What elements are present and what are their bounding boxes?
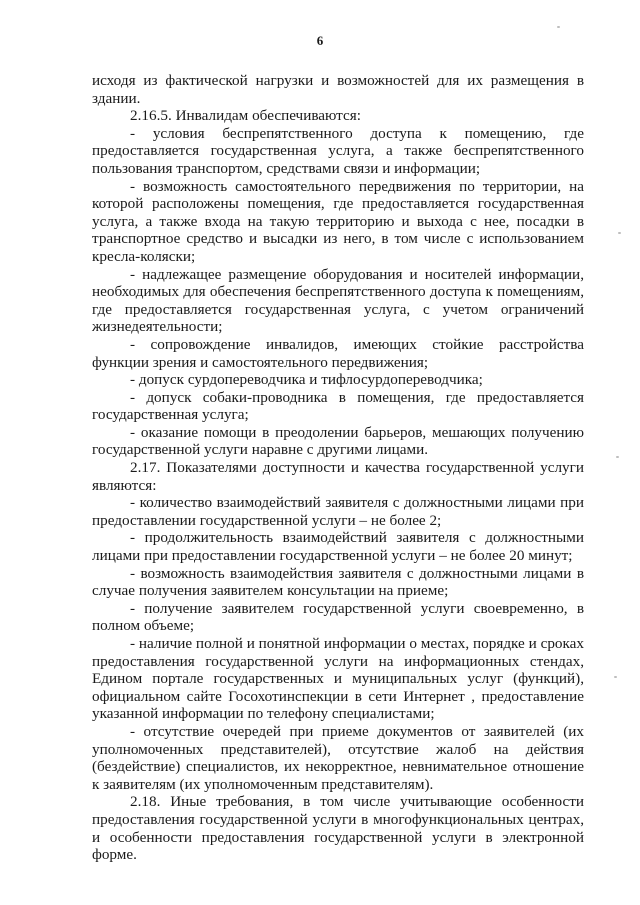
list-item: - сопровождение инвалидов, имеющих стойкие расстройства функции зрения и самостоятельного передвижения;: [92, 335, 584, 371]
list-item: - надлежащее размещение оборудования и носителей информации, необходимых для обеспечения беспрепятственного доступа к помещениям, где предоставляется государственная услуга, с учетом ограничений жизнедеятельности;: [92, 265, 584, 336]
list-item: - возможность самостоятельного передвижения по территории, на которой расположены помещения, где предоставляется государственная услуга, а также входа на такую территорию и выхода с нее, посадки в транспортное средство и высадки из него, в том числе с использованием кресла-коляски;: [92, 177, 584, 265]
list-item: - количество взаимодействий заявителя с должностными лицами при предоставлении государственной услуги – не более 2;: [92, 494, 584, 529]
section-heading-2-17: 2.17. Показателями доступности и качества государственной услуги являются:: [92, 459, 584, 494]
section-heading-2-18: 2.18. Иные требования, в том числе учитывающие особенности предоставления государственной услуги в многофункциональных центрах, и особенности предоставления государственной услуги в электронной форме.: [92, 793, 584, 864]
list-item: - допуск сурдопереводчика и тифлосурдопереводчика;: [130, 371, 483, 389]
list-item: - получение заявителем государственной услуги своевременно, в полном объеме;: [92, 599, 584, 635]
scan-speck: [557, 26, 560, 28]
list-item: - наличие полной и понятной информации о местах, порядке и сроках предоставления государственной услуги на информационных стендах, Едином портале государственных и муниципальных услуг (функций), официальном сайте Госохотинспекции в сети Интернет , предоставление указанной информации по телефону специалистами;: [92, 635, 584, 723]
list-item: - допуск собаки-проводника в помещения, где предоставляется государственная услуга;: [92, 388, 584, 424]
list-item: - отсутствие очередей при приеме документов от заявителей (их уполномоченных представителей), отсутствие жалоб на действия (бездействие) специалистов, их некорректное, невнимательное отношение к заявителям (их уполномоченным представителям).: [92, 722, 584, 793]
paragraph-continuation: исходя из фактической нагрузки и возможностей для их размещения в здании.: [92, 72, 584, 107]
scan-speck: [618, 232, 621, 234]
list-item: - оказание помощи в преодолении барьеров, мешающих получению государственной услуги наравне с другими лицами.: [92, 423, 584, 459]
section-heading-2-16-5: 2.16.5. Инвалидам обеспечиваются:: [130, 107, 361, 125]
list-item: - возможность взаимодействия заявителя с должностными лицами в случае получения заявителем консультации на приеме;: [92, 564, 584, 600]
scan-speck: [614, 676, 617, 678]
scan-speck: [616, 456, 619, 458]
document-body: [92, 72, 584, 864]
page-number: 6: [316, 33, 324, 48]
list-item: - условия беспрепятственного доступа к помещению, где предоставляется государственная услуга, а также беспрепятственного пользования транспортом, средствами связи и информации;: [92, 124, 584, 177]
list-item: - продолжительность взаимодействий заявителя с должностными лицами при предоставлении государственной услуги – не более 20 минут;: [92, 529, 584, 565]
